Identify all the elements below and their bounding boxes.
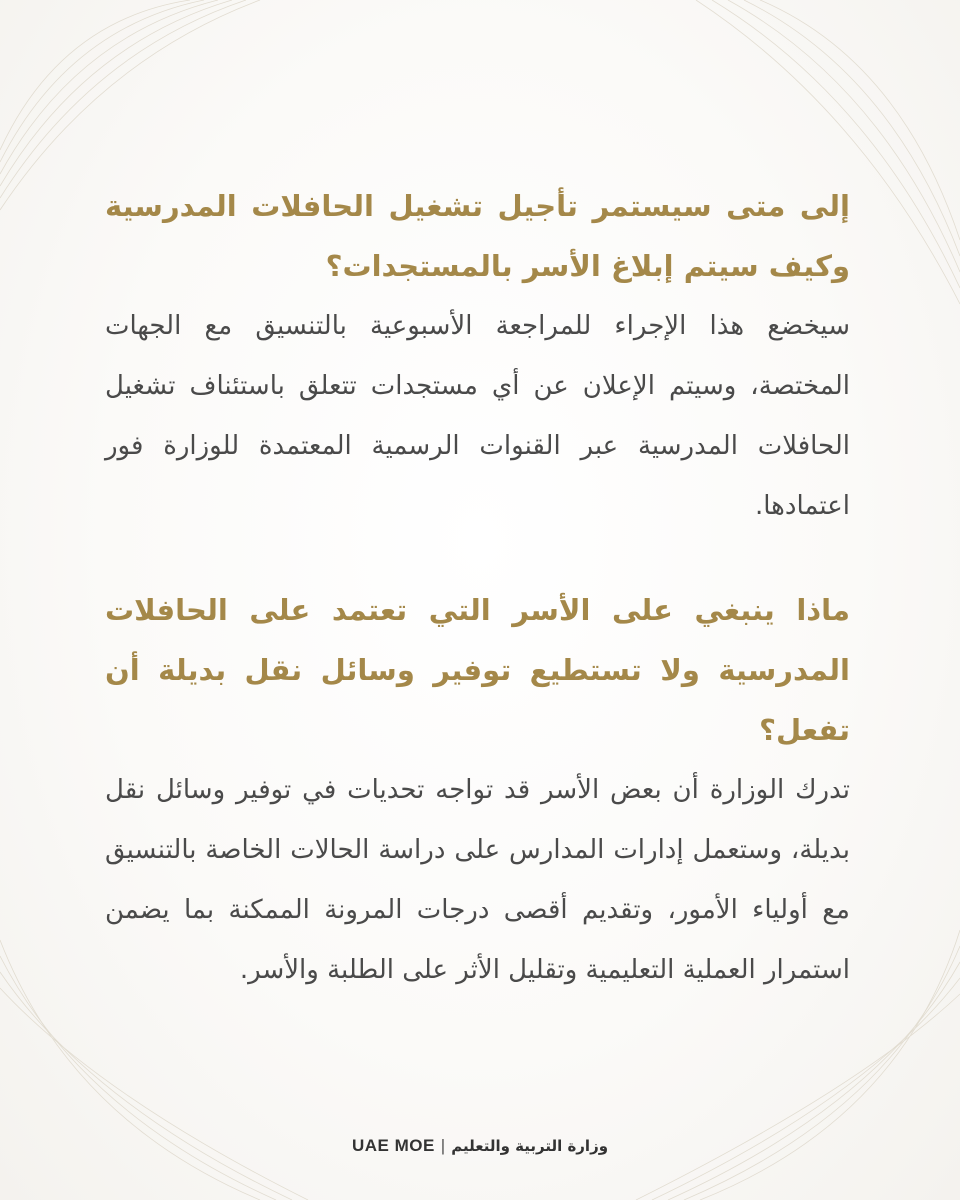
footer-branding [0, 1134, 960, 1158]
faq-answer-1: سيخضع هذا الإجراء للمراجعة الأسبوعية بالتنسيق مع الجهات المختصة، وسيتم الإعلان عن أي مستجدات تتعلق باستئناف تشغيل الحافلات المدرسية عبر القنوات الرسمية المعتمدة للوزارة فور اعتمادها. [105, 311, 850, 521]
faq-section-1 [105, 176, 850, 536]
faq-answer-2: تدرك الوزارة أن بعض الأسر قد تواجه تحديات في توفير وسائل نقل بديلة، وستعمل إدارات المدارس على دراسة الحالات الخاصة بالتنسيق مع أولياء الأمور، وتقديم أقصى درجات المرونة الممكنة بما يضمن استمرار العملية التعليمية وتقليل الأثر على الطلبة والأسر. [105, 775, 850, 985]
footer-brand-ar: وزارة التربية والتعليم [451, 1137, 609, 1155]
footer-separator: | [440, 1136, 446, 1155]
faq-content [105, 176, 850, 1000]
footer-brand-en: UAE MOE [351, 1136, 435, 1155]
faq-question-1: إلى متى سيستمر تأجيل تشغيل الحافلات المدرسية وكيف سيتم إبلاغ الأسر بالمستجدات؟ [105, 189, 850, 283]
faq-section-2 [105, 580, 850, 1000]
faq-question-2: ماذا ينبغي على الأسر التي تعتمد على الحافلات المدرسية ولا تستطيع توفير وسائل نقل بديلة أن تفعل؟ [105, 593, 850, 747]
